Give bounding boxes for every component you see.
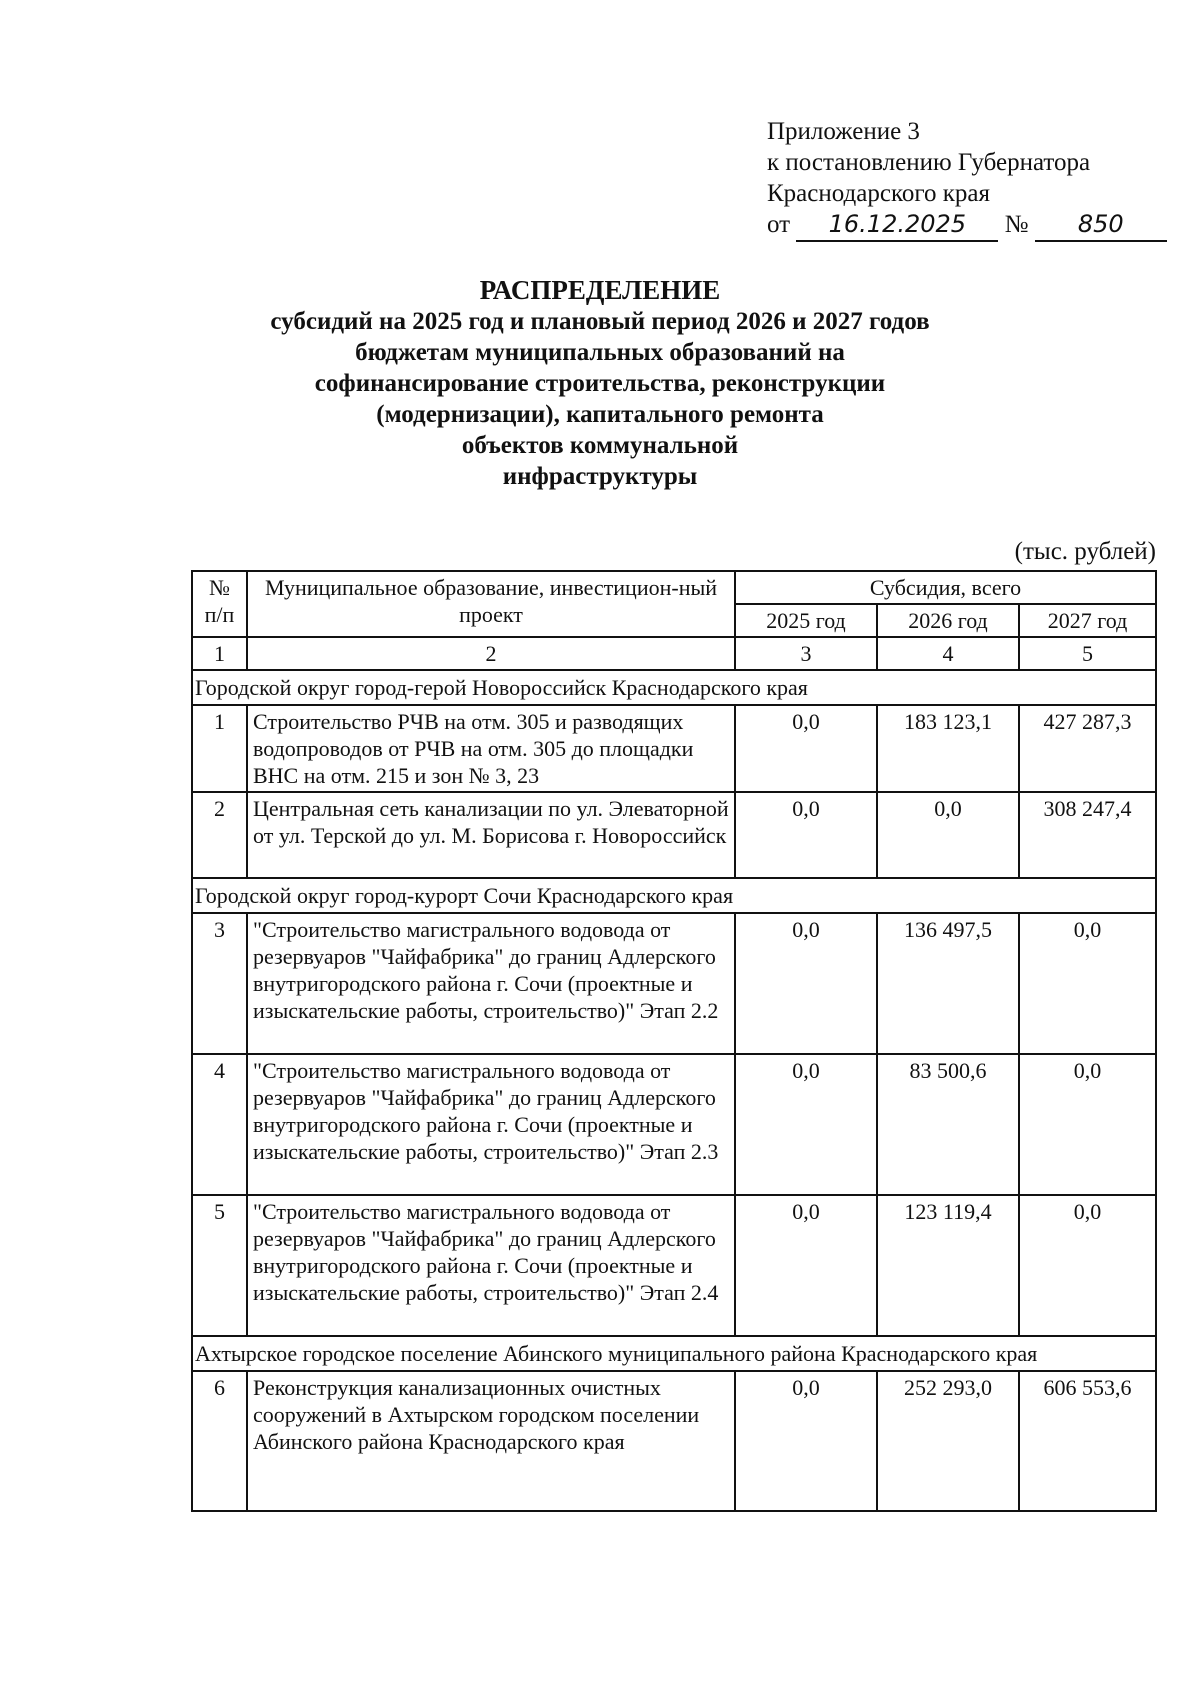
header-num: № п/п <box>192 571 247 637</box>
annex-number: 850 <box>1035 209 1167 242</box>
row-2027: 427 287,3 <box>1019 705 1156 792</box>
annex-number-label: № <box>1004 211 1029 238</box>
title-line-5: (модернизации), капитального ремонта <box>376 401 824 428</box>
row-2026: 83 500,6 <box>877 1054 1019 1195</box>
row-num: 4 <box>192 1054 247 1195</box>
row-num: 2 <box>192 792 247 878</box>
annex-decree: к постановлению Губернатора <box>767 149 1091 176</box>
section-row <box>192 878 1156 913</box>
annex-from-label: от <box>767 211 791 238</box>
section-row <box>192 1336 1156 1371</box>
row-2025: 0,0 <box>735 1195 877 1336</box>
table-row <box>192 705 1156 792</box>
title-line-3: бюджетам муниципальных образований на <box>355 339 845 366</box>
header-2025: 2025 год <box>735 604 877 637</box>
colnum: 4 <box>877 637 1019 670</box>
title-main: РАСПРЕДЕЛЕНИЕ <box>479 275 721 305</box>
row-num: 5 <box>192 1195 247 1336</box>
row-2025: 0,0 <box>735 1371 877 1511</box>
colnum: 1 <box>192 637 247 670</box>
title-line-2: субсидий на 2025 год и плановый период 2026 и 2027 годов <box>270 308 930 335</box>
row-2026: 123 119,4 <box>877 1195 1019 1336</box>
row-num: 1 <box>192 705 247 792</box>
colnum: 5 <box>1019 637 1156 670</box>
row-2025: 0,0 <box>735 1054 877 1195</box>
row-2025: 0,0 <box>735 792 877 878</box>
row-project: "Строительство магистрального водовода от резервуаров "Чайфабрика" до границ Адлерского внутригородского района г. Сочи (проектные и изыскательские работы, строительство)" Этап 2.2 <box>247 913 735 1054</box>
row-num: 3 <box>192 913 247 1054</box>
table-row <box>192 1054 1156 1195</box>
row-2026: 252 293,0 <box>877 1371 1019 1511</box>
annex-block <box>767 116 1167 242</box>
annex-title: Приложение 3 <box>767 118 920 145</box>
section-title: Городской округ город-курорт Сочи Краснодарского края <box>192 878 1156 913</box>
row-2026: 183 123,1 <box>877 705 1019 792</box>
table-row <box>192 1195 1156 1336</box>
title-line-6: объектов коммунальной <box>461 432 739 459</box>
row-2025: 0,0 <box>735 913 877 1054</box>
table-row <box>192 913 1156 1054</box>
section-row <box>192 670 1156 705</box>
document-title <box>170 275 1030 492</box>
row-2026: 0,0 <box>877 792 1019 878</box>
section-title: Городской округ город-герой Новороссийск Краснодарского края <box>192 670 1156 705</box>
row-2027: 0,0 <box>1019 913 1156 1054</box>
colnum: 2 <box>247 637 735 670</box>
header-subsidy: Субсидия, всего <box>735 571 1156 604</box>
column-number-row <box>192 637 1156 670</box>
row-2027: 0,0 <box>1019 1054 1156 1195</box>
colnum: 3 <box>735 637 877 670</box>
title-line-4: софинансирование строительства, реконструкции <box>314 370 886 397</box>
row-project: Центральная сеть канализации по ул. Элеваторной от ул. Терской до ул. М. Борисова г. Новороссийск <box>247 792 735 878</box>
annex-date: 16.12.2025 <box>796 209 998 242</box>
header-2027: 2027 год <box>1019 604 1156 637</box>
header-name: Муниципальное образование, инвестицион-ный проект <box>247 571 735 637</box>
table-row <box>192 792 1156 878</box>
row-project: "Строительство магистрального водовода от резервуаров "Чайфабрика" до границ Адлерского внутригородского района г. Сочи (проектные и изыскательские работы, строительство)" Этап 2.3 <box>247 1054 735 1195</box>
annex-region: Краснодарского края <box>767 180 990 207</box>
row-2027: 0,0 <box>1019 1195 1156 1336</box>
table-header-row <box>192 571 1156 604</box>
row-2027: 308 247,4 <box>1019 792 1156 878</box>
row-num: 6 <box>192 1371 247 1511</box>
row-project: Строительство РЧВ на отм. 305 и разводящих водопроводов от РЧВ на отм. 305 до площадки ВНС на отм. 215 и зон № 3, 23 <box>247 705 735 792</box>
row-2027: 606 553,6 <box>1019 1371 1156 1511</box>
row-2026: 136 497,5 <box>877 913 1019 1054</box>
section-title: Ахтырское городское поселение Абинского муниципального района Краснодарского края <box>192 1336 1156 1371</box>
header-2026: 2026 год <box>877 604 1019 637</box>
table-row <box>192 1371 1156 1511</box>
units-label: (тыс. рублей) <box>1014 538 1156 565</box>
subsidy-table <box>191 570 1157 1512</box>
row-project: Реконструкция канализационных очистных сооружений в Ахтырском городском поселении Абинского района Краснодарского края <box>247 1371 735 1511</box>
row-project: "Строительство магистрального водовода от резервуаров "Чайфабрика" до границ Адлерского внутригородского района г. Сочи (проектные и изыскательские работы, строительство)" Этап 2.4 <box>247 1195 735 1336</box>
title-line-7: инфраструктуры <box>502 463 698 490</box>
annex-date-line <box>767 209 1167 242</box>
row-2025: 0,0 <box>735 705 877 792</box>
